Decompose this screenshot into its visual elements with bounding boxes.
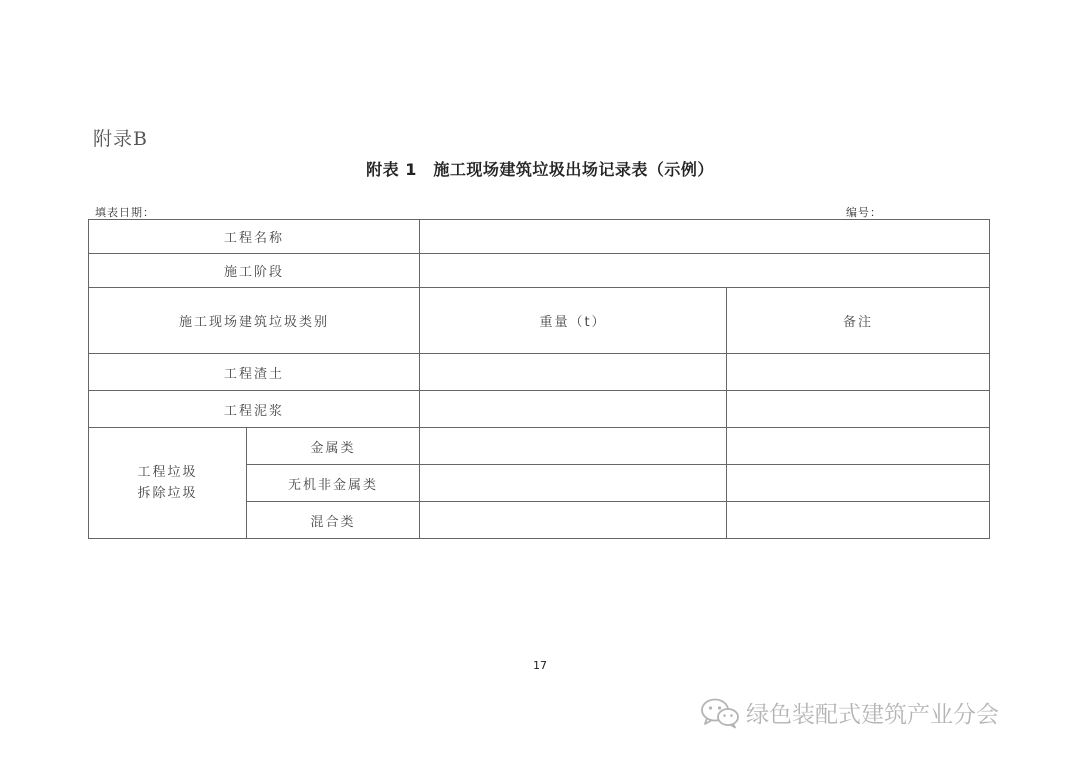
weight-cell[interactable] [420, 502, 727, 539]
remarks-cell[interactable] [727, 465, 990, 502]
project-name-value[interactable] [420, 220, 990, 254]
row-label: 工程泥浆 [89, 391, 420, 428]
watermark [700, 696, 999, 729]
watermark-text: 绿色装配式建筑产业分会 [746, 702, 999, 728]
record-table [88, 219, 990, 539]
remarks-cell[interactable] [727, 502, 990, 539]
table-row [89, 428, 990, 465]
stage-label: 施工阶段 [89, 254, 420, 288]
header-weight: 重量（t） [420, 288, 727, 354]
header-category: 施工现场建筑垃圾类别 [89, 288, 420, 354]
group-label-line1: 工程垃圾 [137, 465, 198, 480]
appendix-label: 附录B [93, 128, 148, 150]
table-row [89, 220, 990, 254]
table-header-row [89, 288, 990, 354]
document-title: 附表 1 施工现场建筑垃圾出场记录表（示例） [366, 160, 714, 179]
remarks-cell[interactable] [727, 428, 990, 465]
remarks-cell[interactable] [727, 354, 990, 391]
table-row [89, 354, 990, 391]
wechat-icon [700, 697, 740, 729]
page-number: 17 [533, 659, 547, 672]
weight-cell[interactable] [420, 428, 727, 465]
table-row [89, 391, 990, 428]
sub-row-label: 混合类 [247, 502, 420, 539]
table-row [89, 254, 990, 288]
group-label [89, 428, 247, 539]
fill-date-label: 填表日期： [95, 206, 155, 219]
project-name-label: 工程名称 [89, 220, 420, 254]
weight-cell[interactable] [420, 465, 727, 502]
header-remarks: 备注 [727, 288, 990, 354]
group-label-line2: 拆除垃圾 [137, 486, 198, 501]
weight-cell[interactable] [420, 391, 727, 428]
row-label: 工程渣土 [89, 354, 420, 391]
serial-number-label: 编号： [846, 206, 882, 219]
sub-row-label: 金属类 [247, 428, 420, 465]
sub-row-label: 无机非金属类 [247, 465, 420, 502]
weight-cell[interactable] [420, 354, 727, 391]
remarks-cell[interactable] [727, 391, 990, 428]
stage-value[interactable] [420, 254, 990, 288]
